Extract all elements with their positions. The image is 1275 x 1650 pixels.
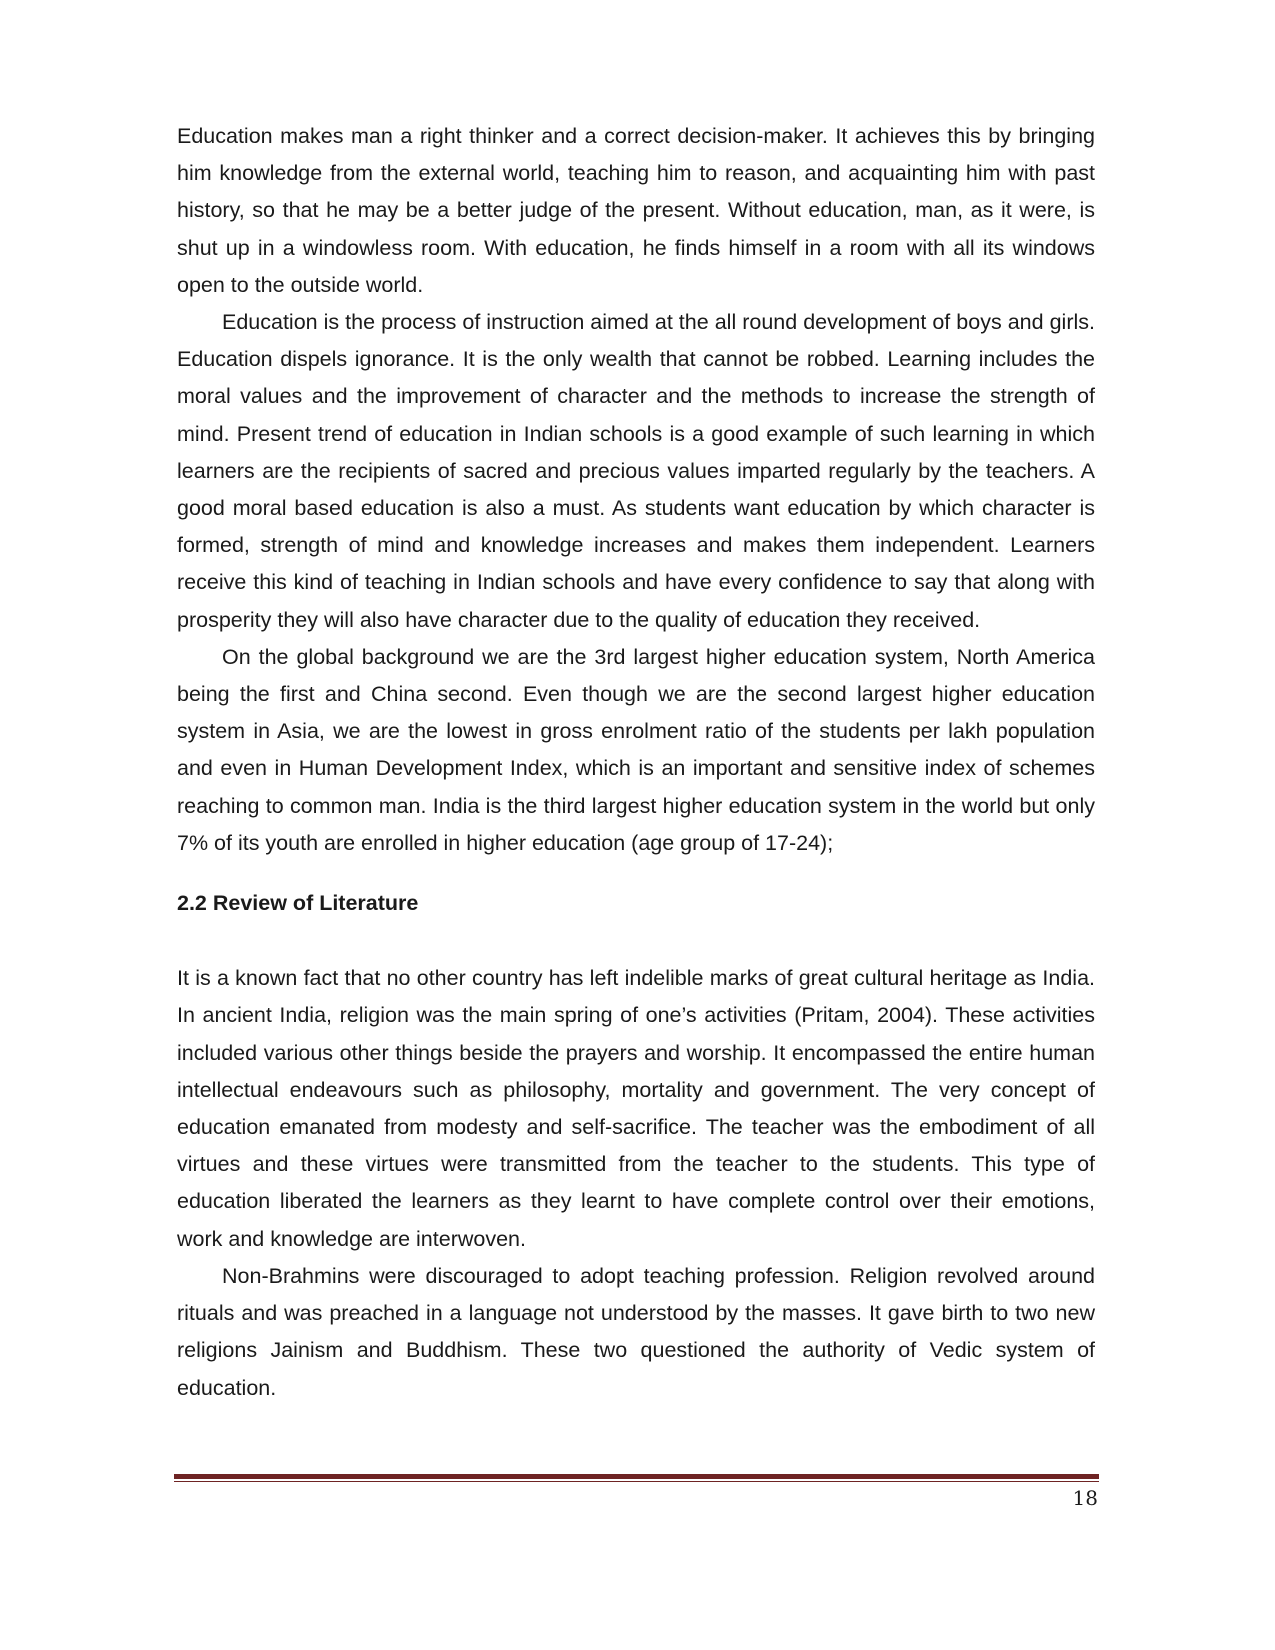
paragraph-education-process: Education is the process of instruction aimed at the all round development of boys and girls. Education dispels ignorance. It is the only wealth that cannot be robbed. Learning includes the moral values and the improvement of character and the methods to increase the strength of mind. Present trend of education in Indian schools is a good example of such learning in which learners are the recipients of sacred and precious values imparted regularly by the teachers. A good moral based education is also a must. As students want education by which character is formed, strength of mind and knowledge increases and makes them independent. Learners receive this kind of teaching in Indian schools and have every confidence to say that along with prosperity they will also have character due to the quality of education they received. (177, 310, 1095, 632)
paragraph-non-brahmins: Non-Brahmins were discouraged to adopt teaching profession. Religion revolved around rituals and was preached in a language not understood by the masses. It gave birth to two new religions Jainism and Buddhism. These two questioned the authority of Vedic system of education. (177, 1263, 1095, 1400)
paragraph-education-thinker: Education makes man a right thinker and a correct decision-maker. It achieves this by bringing him knowledge from the external world, teaching him to reason, and acquainting him with past history, so that he may be a better judge of the present. Without education, man, as it were, is shut up in a windowless room. With education, he finds himself in a room with all its windows open to the outside world. (177, 124, 1095, 297)
page-number: 18 (1072, 1486, 1098, 1510)
section-heading-review-of-literature: 2.2 Review of Literature (177, 891, 419, 916)
footer-divider (174, 1474, 1099, 1482)
footer-divider-thin-line (174, 1481, 1099, 1482)
paragraph-global-background: On the global background we are the 3rd largest higher education system, North America being the first and China second. Even though we are the second largest higher education system in Asia, we are the lowest in gross enrolment ratio of the students per lakh population and even in Human Development Index, which is an important and sensitive index of schemes reaching to common man. India is the third largest higher education system in the world but only 7% of its youth are enrolled in higher education (age group of 17-24); (177, 644, 1095, 855)
footer-divider-thick-line (174, 1474, 1099, 1479)
page-body (177, 118, 1095, 1407)
paragraph-cultural-heritage: It is a known fact that no other country has left indelible marks of great cultural heritage as India. In ancient India, religion was the main spring of one’s activities (Pritam, 2004). These activities included various other things beside the prayers and worship. It encompassed the entire human intellectual endeavours such as philosophy, mortality and government. The very concept of education emanated from modesty and self-sacrifice. The teacher was the embodiment of all virtues and these virtues were transmitted from the teacher to the students. This type of education liberated the learners as they learnt to have complete control over their emotions, work and knowledge are interwoven. (177, 966, 1095, 1251)
